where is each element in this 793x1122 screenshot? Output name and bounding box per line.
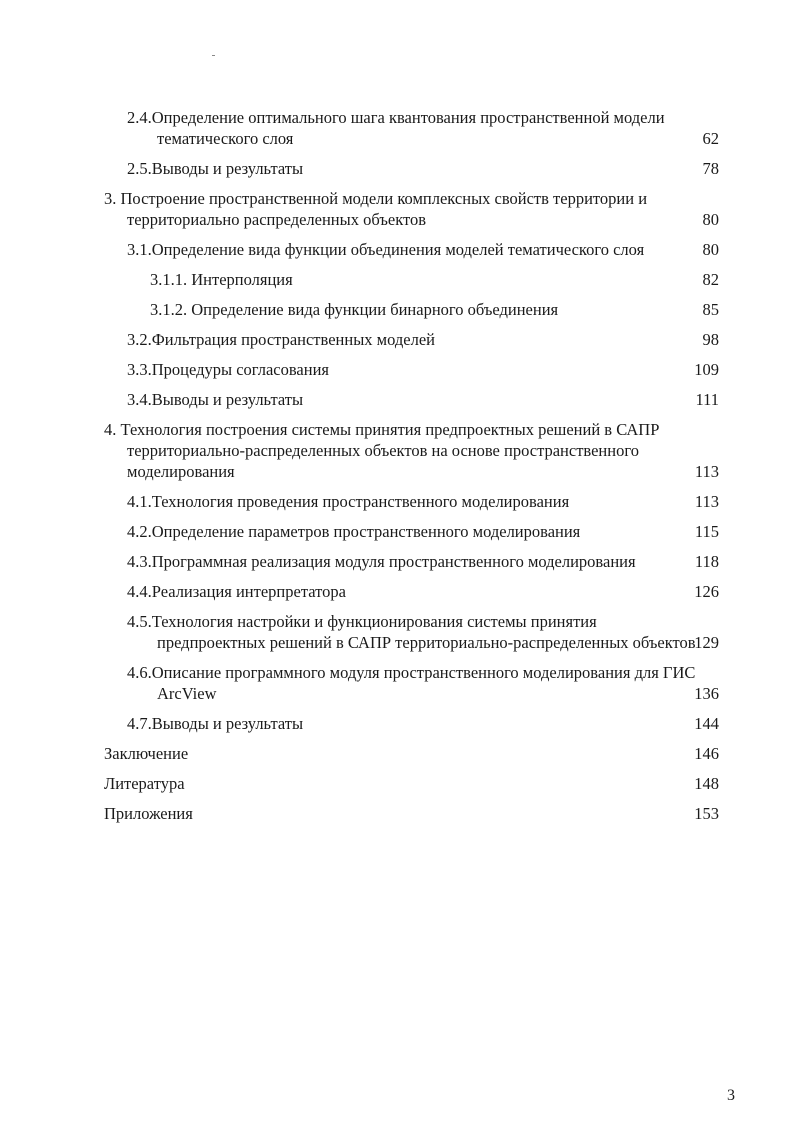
toc-entry-page: 113 xyxy=(694,462,719,481)
toc-entry-title: 4. Технология построения системы принятия предпроектных решений в САПР территориально-распределенных объектов на основе пространственного моделирования xyxy=(104,420,660,481)
toc-entry xyxy=(0,551,793,572)
toc-entry-title: 4.1.Технология проведения пространственного моделирования xyxy=(127,492,570,511)
toc-entry-title: 4.4.Реализация интерпретатора xyxy=(127,582,346,601)
toc-entry-page: 82 xyxy=(702,270,719,289)
table-of-contents xyxy=(0,107,793,833)
toc-entry-title: Заключение xyxy=(104,744,189,763)
toc-entry-page: 111 xyxy=(695,390,719,409)
toc-entry-title: Приложения xyxy=(104,804,193,823)
toc-entry xyxy=(0,581,793,602)
toc-entry-page: 146 xyxy=(694,744,719,763)
toc-entry-page: 113 xyxy=(694,492,719,511)
toc-entry-page: 136 xyxy=(694,684,719,703)
toc-entry-title: 3.1.Определение вида функции объединения моделей тематического слоя xyxy=(127,240,645,259)
toc-entry-title: 3. Построение пространственной модели комплексных свойств территории и территориально распределенных объектов xyxy=(104,189,648,229)
toc-entry-page: 80 xyxy=(702,210,719,229)
toc-entry xyxy=(0,773,793,794)
toc-entry-title: Литература xyxy=(104,774,185,793)
toc-entry xyxy=(0,158,793,179)
toc-entry xyxy=(0,299,793,320)
scan-speck xyxy=(212,55,215,56)
toc-entry-title: 3.1.2. Определение вида функции бинарного объединения xyxy=(150,300,559,319)
toc-entry-page: 118 xyxy=(694,552,719,571)
toc-entry-title: 4.7.Выводы и результаты xyxy=(127,714,304,733)
toc-entry xyxy=(0,239,793,260)
toc-entry xyxy=(0,713,793,734)
toc-entry xyxy=(0,419,793,482)
toc-entry-page: 148 xyxy=(694,774,719,793)
page-number: 3 xyxy=(727,1087,735,1104)
toc-entry-title: 3.4.Выводы и результаты xyxy=(127,390,304,409)
toc-entry-page: 153 xyxy=(694,804,719,823)
toc-entry xyxy=(0,611,793,653)
toc-entry-title: 4.6.Описание программного модуля пространственного моделирования для ГИС ArcView xyxy=(127,663,696,703)
toc-entry xyxy=(0,359,793,380)
toc-entry-page: 129 xyxy=(694,633,719,652)
toc-entry xyxy=(0,491,793,512)
toc-entry-page: 115 xyxy=(694,522,719,541)
toc-entry-title: 4.2.Определение параметров пространственного моделирования xyxy=(127,522,581,541)
toc-entry-title: 2.4.Определение оптимального шага квантования пространственной модели тематического слоя xyxy=(127,108,665,148)
toc-entry-page: 78 xyxy=(702,159,719,178)
toc-entry-title: 3.1.1. Интерполяция xyxy=(150,270,293,289)
toc-entry xyxy=(0,521,793,542)
toc-entry-title: 4.3.Программная реализация модуля пространственного моделирования xyxy=(127,552,636,571)
toc-entry xyxy=(0,803,793,824)
toc-entry-page: 98 xyxy=(702,330,719,349)
toc-entry-page: 109 xyxy=(694,360,719,379)
toc-entry-title: 3.2.Фильтрация пространственных моделей xyxy=(127,330,435,349)
toc-entry-title: 2.5.Выводы и результаты xyxy=(127,159,304,178)
toc-entry-page: 85 xyxy=(702,300,719,319)
toc-entry-title: 3.3.Процедуры согласования xyxy=(127,360,329,379)
toc-entry-page: 62 xyxy=(702,129,719,148)
toc-entry xyxy=(0,329,793,350)
toc-entry xyxy=(0,662,793,704)
toc-entry xyxy=(0,107,793,149)
toc-entry xyxy=(0,389,793,410)
toc-entry xyxy=(0,743,793,764)
toc-entry-page: 144 xyxy=(694,714,719,733)
toc-entry-page: 126 xyxy=(694,582,719,601)
toc-entry-title: 4.5.Технология настройки и функционирования системы принятия предпроектных решений в САПР территориально-распределенных объектов xyxy=(127,612,696,652)
toc-entry-page: 80 xyxy=(702,240,719,259)
toc-entry xyxy=(0,269,793,290)
toc-entry xyxy=(0,188,793,230)
